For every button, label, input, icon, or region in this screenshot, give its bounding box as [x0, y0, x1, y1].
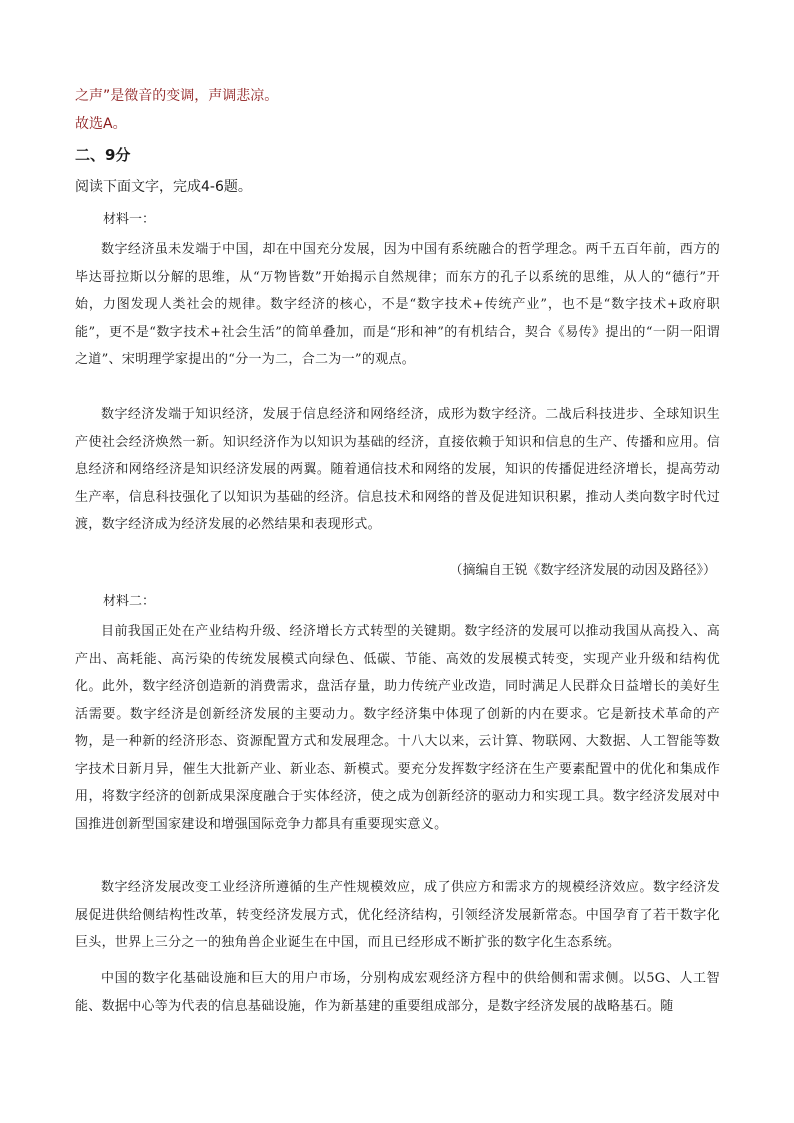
material2-paragraph-3: 中国的数字化基础设施和巨大的用户市场，分别构成宏观经济方程中的供给侧和需求侧。以5G、人工智能、数据中心等为代表的信息基础设施，作为新基建的重要组成部分，是数字经济发展的战略基石。随	[75, 971, 720, 1014]
material2-label: 材料二：	[103, 594, 156, 609]
material1-source: （摘编自王锐《数字经济发展的动因及路径》）	[449, 563, 716, 578]
material2-paragraph-2: 数字经济发展改变工业经济所遵循的生产性规模效应，成了供应方和需求方的规模经济效应。数字经济发展促进供给侧结构性改革，转变经济发展方式，优化经济结构，引领经济发展新常态。中国孕育了若干数字化巨头，世界上三分之一的独角兽企业诞生在中国，而且已经形成不断扩张的数字化生态系统。	[75, 880, 720, 950]
material1-label: 材料一：	[103, 212, 156, 227]
reading-instruction: 阅读下面文字，完成4-6题。	[75, 179, 252, 195]
material1-paragraph-1: 数字经济虽未发端于中国，却在中国充分发展，因为中国有系统融合的哲学理念。两千五百年前，西方的毕达哥拉斯以分解的思维，从“万物皆数”开始揭示自然规律；而东方的孔子以系统的思维，从人的“德行”开始，力图发现人类社会的规律。数字经济的核心，不是“数字技术+传统产业”，也不是“数字技术+政府职能”，更不是“数字技术+社会生活”的简单叠加，而是“形和神”的有机结合，契合《易传》提出的“一阴一阳谓之道”、宋明理学家提出的“分一为二，合二为一”的观点。	[75, 242, 720, 367]
answer-choice-line: 故选A。	[75, 116, 127, 132]
answer-explanation-line: 之声”是徵音的变调，声调悲凉。	[75, 88, 279, 104]
material2-paragraph-1: 目前我国正处在产业结构升级、经济增长方式转型的关键期。数字经济的发展可以推动我国从高投入、高产出、高耗能、高污染的传统发展模式向绿色、低碳、节能、高效的发展模式转变，实现产业升级和结构优化。此外，数字经济创造新的消费需求，盘活存量，助力传统产业改造，同时满足人民群众日益增长的美好生活需要。数字经济是创新经济发展的主要动力。数字经济集中体现了创新的内在要求。它是新技术革命的产物，是一种新的经济形态、资源配置方式和发展理念。十八大以来，云计算、物联网、大数据、人工智能等数字技术日新月异，催生大批新产业、新业态、新模式。要充分发挥数字经济在生产要素配置中的优化和集成作用，将数字经济的创新成果深度融合于实体经济，使之成为创新经济的驱动力和实现工具。数字经济发展对中国推进创新型国家建设和增强国际竞争力都具有重要现实意义。	[75, 624, 720, 832]
material1-paragraph-2: 数字经济发端于知识经济，发展于信息经济和网络经济，成形为数字经济。二战后科技进步、全球知识生产使社会经济焕然一新。知识经济作为以知识为基础的经济，直接依赖于知识和信息的生产、传播和应用。信息经济和网络经济是知识经济发展的两翼。随着通信技术和网络的发展，知识的传播促进经济增长，提高劳动生产率，信息科技强化了以知识为基础的经济。信息技术和网络的普及促进知识积累，推动人类向数字时代过渡，数字经济成为经济发展的必然结果和表现形式。	[75, 407, 720, 532]
section-heading: 二、9分	[75, 146, 131, 164]
